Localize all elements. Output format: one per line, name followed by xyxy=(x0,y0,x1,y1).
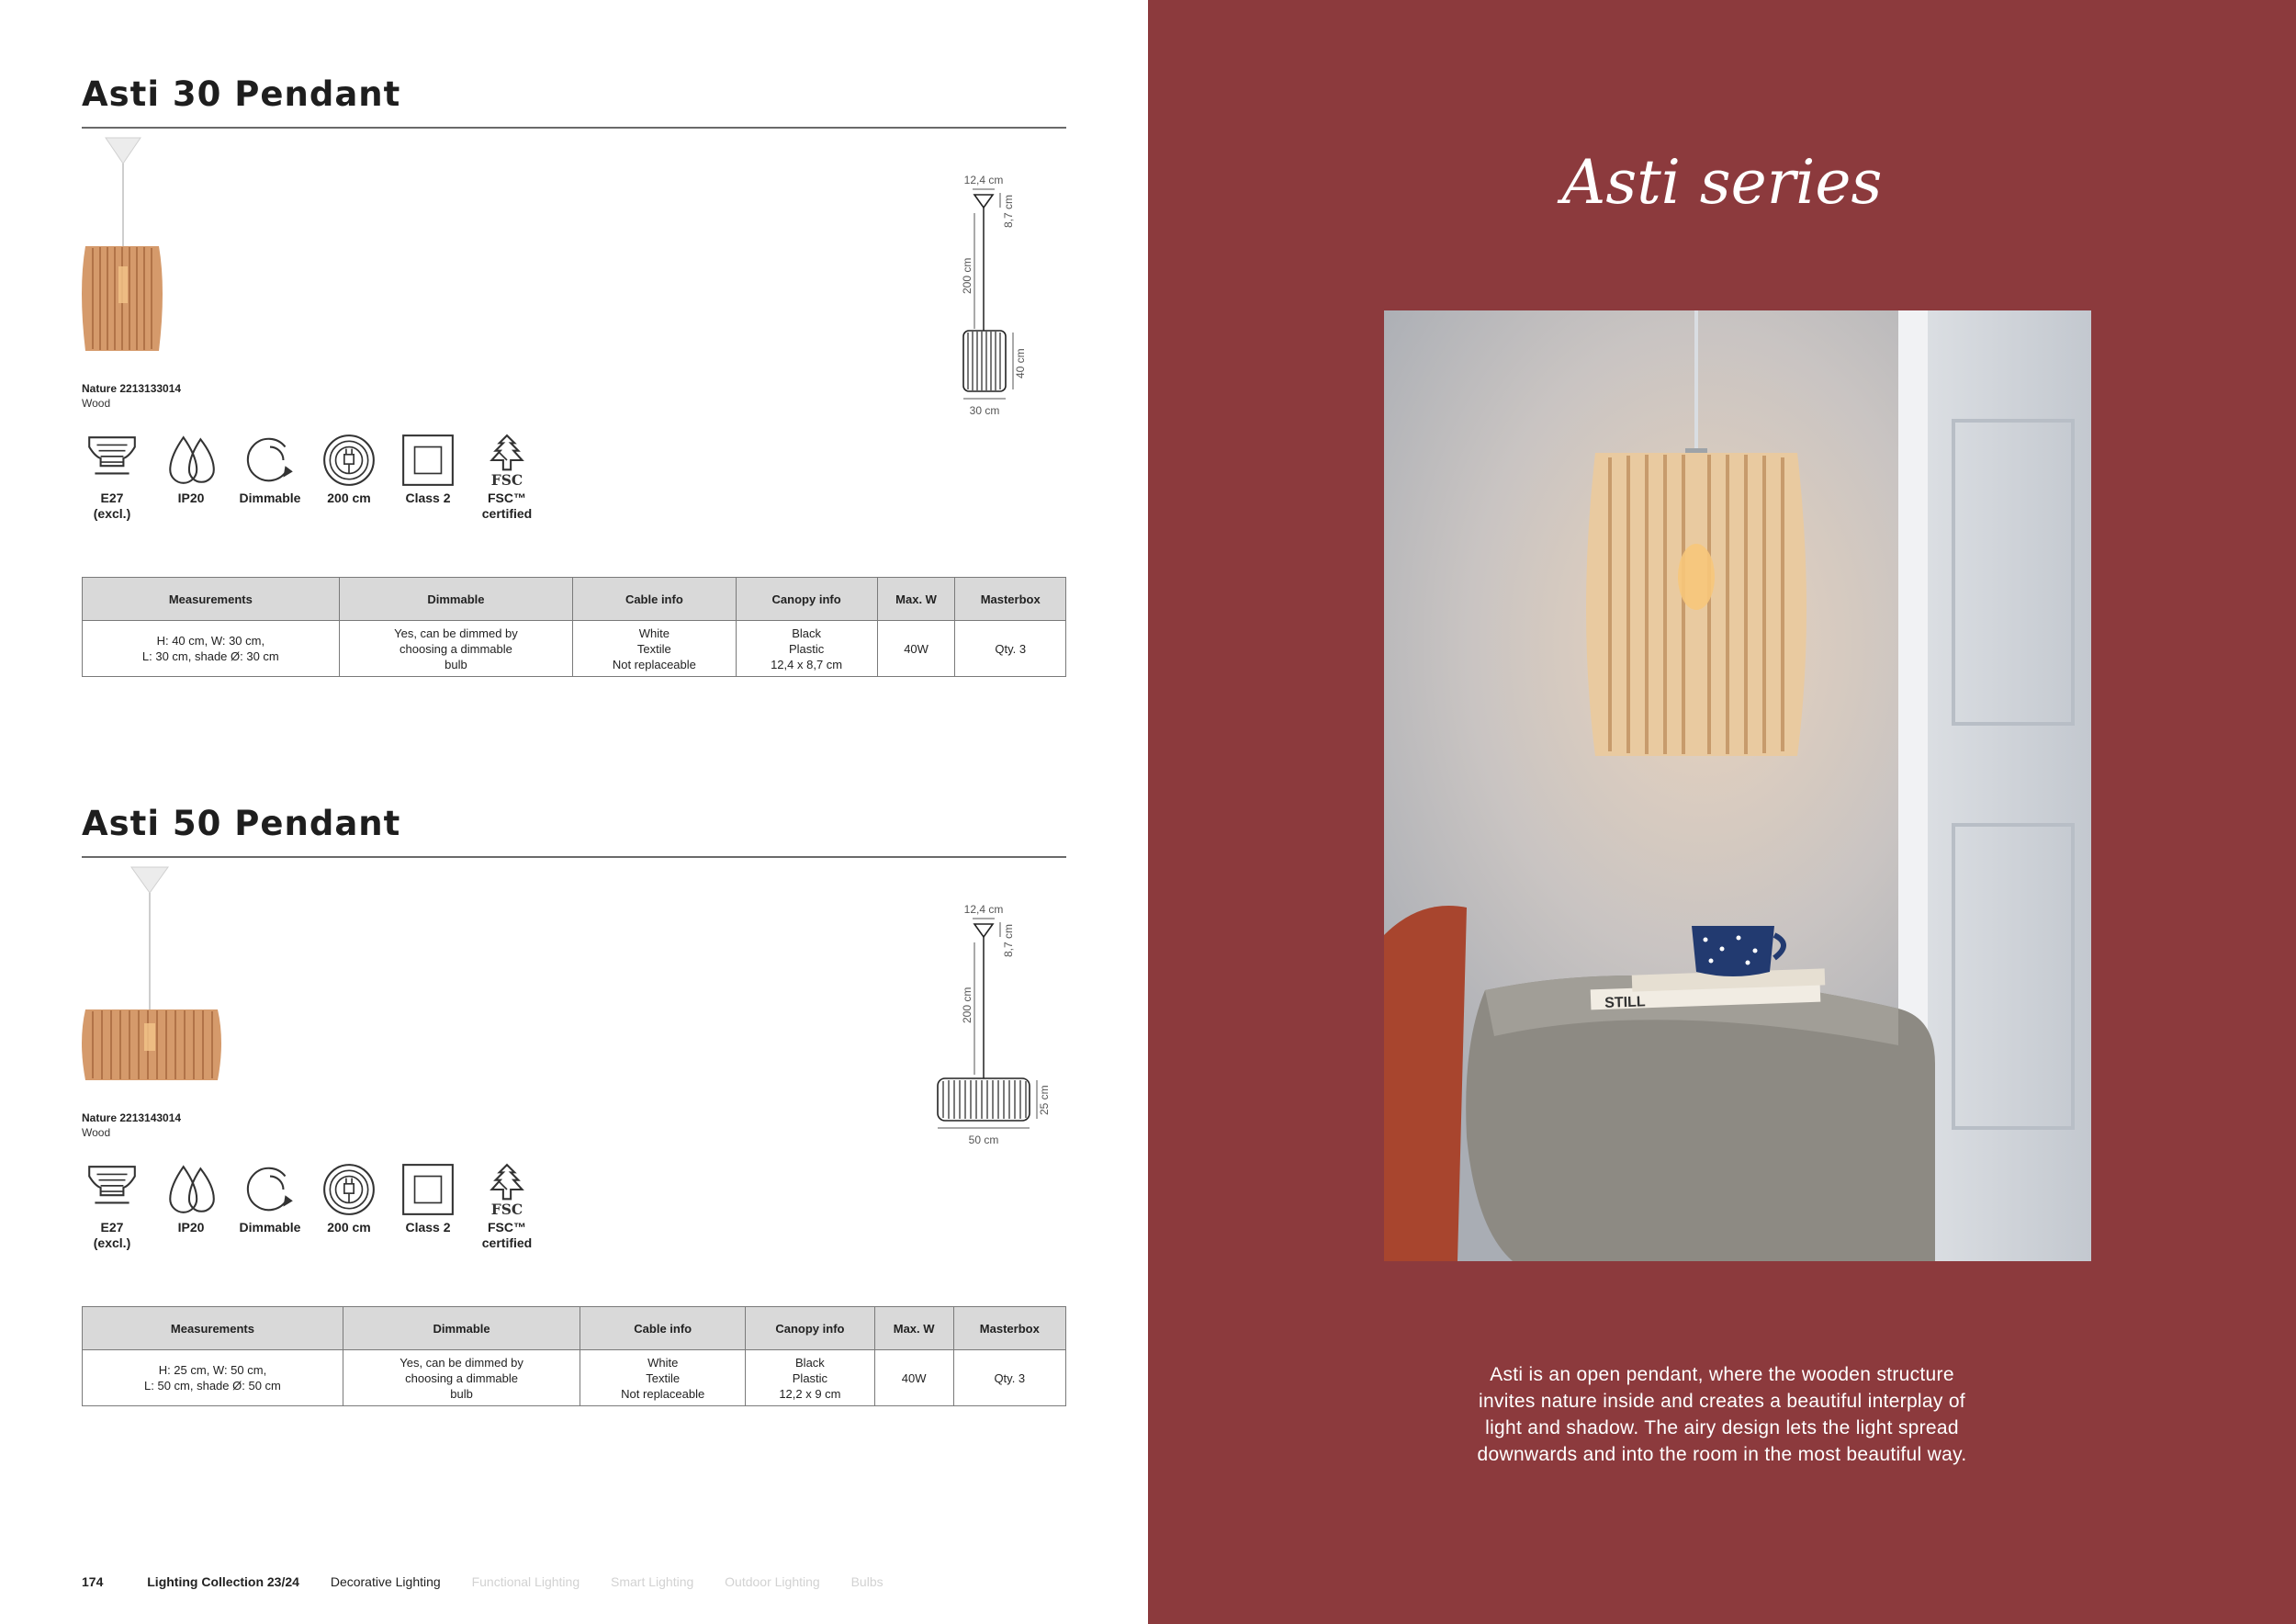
collection-name: Lighting Collection 23/24 xyxy=(147,1574,299,1589)
table-header: Masterbox xyxy=(955,578,1066,621)
product-asti-50 xyxy=(82,801,1066,1401)
cable-length-icon xyxy=(321,432,377,489)
feature-label: IP20 xyxy=(177,491,205,505)
cell-line: 12,4 x 8,7 cm xyxy=(771,657,843,671)
table-cell-measurements xyxy=(83,621,340,677)
feature-label: Dimmable xyxy=(239,491,301,505)
table-header: Masterbox xyxy=(953,1307,1065,1350)
cell-line: Yes, can be dimmed by xyxy=(394,626,518,640)
cell-line: Yes, can be dimmed by xyxy=(400,1355,523,1370)
height-label: 25 cm xyxy=(1038,1085,1051,1115)
fsc-tree-icon xyxy=(478,1161,535,1218)
lifestyle-photo xyxy=(1384,310,2091,1261)
class-2-icon xyxy=(400,1161,456,1218)
product-sku: Nature 2213143014 xyxy=(82,1111,182,1124)
canopy-height-label: 8,7 cm xyxy=(1002,194,1015,228)
cell-line: bulb xyxy=(445,657,467,671)
cell-line: White xyxy=(647,1355,679,1370)
table-cell-cable xyxy=(573,621,736,677)
cell-line: 40W xyxy=(901,1370,927,1385)
cell-line: 40W xyxy=(904,641,929,656)
cell-line: 12,2 x 9 cm xyxy=(779,1386,841,1401)
width-label: 30 cm xyxy=(969,404,1000,417)
product-asti-30 xyxy=(82,72,1066,671)
book-spine-text: STILL xyxy=(1604,994,1646,1011)
asti-50-product-image xyxy=(82,858,265,1097)
feature-fsc xyxy=(470,1161,544,1251)
class-2-icon xyxy=(400,432,456,489)
table-header: Canopy info xyxy=(736,578,877,621)
table-header: Max. W xyxy=(877,578,955,621)
series-title: Asti series xyxy=(1561,147,1883,218)
cell-line: choosing a dimmable xyxy=(405,1370,518,1385)
canopy-width-label: 12,4 cm xyxy=(963,903,1004,916)
feature-label: IP20 xyxy=(177,1220,205,1235)
footer-section-decorative[interactable]: Decorative Lighting xyxy=(330,1574,441,1589)
product-sku: Nature 2213133014 xyxy=(82,382,182,395)
series-panel xyxy=(1148,0,2296,1624)
cell-line: Plastic xyxy=(788,641,825,656)
table-cell-dimmable xyxy=(339,621,573,677)
table-header: Dimmable xyxy=(343,1307,580,1350)
table-cell-masterbox xyxy=(953,1350,1065,1406)
canopy-height-label: 8,7 cm xyxy=(1002,923,1015,957)
feature-e27 xyxy=(75,432,149,522)
table-header: Measurements xyxy=(83,1307,343,1350)
feature-dimmable xyxy=(233,432,307,506)
feature-dimmable xyxy=(233,1161,307,1235)
feature-sublabel: (excl.) xyxy=(93,1235,131,1250)
cell-line: Textile xyxy=(636,641,671,656)
cable-length-icon xyxy=(321,1161,377,1218)
feature-label: 200 cm xyxy=(327,1220,371,1235)
table-header: Cable info xyxy=(573,578,736,621)
cell-line: Not replaceable xyxy=(612,657,696,671)
cable-length-label: 200 cm xyxy=(961,987,974,1023)
footer-section-smart[interactable]: Smart Lighting xyxy=(611,1574,694,1589)
cell-line: Qty. 3 xyxy=(994,1370,1026,1385)
table-cell-measurements xyxy=(83,1350,343,1406)
spec-table xyxy=(82,1306,1066,1406)
height-label: 40 cm xyxy=(1014,348,1027,378)
cell-line: H: 40 cm, W: 30 cm, xyxy=(156,634,265,648)
cell-line: H: 25 cm, W: 50 cm, xyxy=(158,1363,267,1377)
feature-ip20 xyxy=(154,1161,228,1235)
table-header: Cable info xyxy=(580,1307,746,1350)
page-footer xyxy=(82,1574,911,1589)
cell-line: L: 50 cm, shade Ø: 50 cm xyxy=(144,1379,281,1393)
table-header: Dimmable xyxy=(339,578,573,621)
feature-label: Class 2 xyxy=(405,1220,451,1235)
footer-section-functional[interactable]: Functional Lighting xyxy=(471,1574,580,1589)
footer-section-bulbs[interactable]: Bulbs xyxy=(850,1574,884,1589)
feature-label: Dimmable xyxy=(239,1220,301,1235)
cell-line: choosing a dimmable xyxy=(400,641,512,656)
cell-line: L: 30 cm, shade Ø: 30 cm xyxy=(141,649,279,663)
feature-label: E27 xyxy=(100,1220,124,1235)
feature-icons xyxy=(82,1161,596,1262)
feature-sublabel: (excl.) xyxy=(93,506,131,521)
table-cell-cable xyxy=(580,1350,746,1406)
ip20-drops-icon xyxy=(163,432,219,489)
series-description: Asti is an open pendant, where the wooden structure invites nature inside and creates a beautiful interplay of light and shadow. The airy design lets the light spread downwards and into the room in the most beautiful way. xyxy=(1477,1364,1967,1465)
e27-bulb-icon xyxy=(84,1161,141,1218)
cell-line: Black xyxy=(795,1355,825,1370)
feature-label: 200 cm xyxy=(327,491,371,505)
canopy-width-label: 12,4 cm xyxy=(963,174,1004,186)
feature-label: E27 xyxy=(100,491,124,505)
dimmable-icon xyxy=(242,1161,298,1218)
table-cell-max-w xyxy=(874,1350,953,1406)
fsc-logo-text: FSC xyxy=(490,470,523,489)
feature-cable xyxy=(312,432,386,506)
dimension-drawing xyxy=(908,858,1055,1152)
feature-cable xyxy=(312,1161,386,1235)
cell-line: Not replaceable xyxy=(621,1386,705,1401)
e27-bulb-icon xyxy=(84,432,141,489)
feature-class-2 xyxy=(391,1161,465,1235)
table-cell-masterbox xyxy=(955,621,1066,677)
product-material: Wood xyxy=(82,1126,111,1139)
feature-label: FSC™ xyxy=(488,1220,526,1235)
feature-e27 xyxy=(75,1161,149,1251)
page-number: 174 xyxy=(82,1574,104,1589)
width-label: 50 cm xyxy=(968,1133,999,1146)
fsc-tree-icon xyxy=(478,432,535,489)
feature-label: Class 2 xyxy=(405,491,451,505)
cell-line: bulb xyxy=(450,1386,473,1401)
dimension-drawing xyxy=(927,129,1074,423)
table-header: Canopy info xyxy=(746,1307,874,1350)
product-title: Asti 50 Pendant xyxy=(82,804,401,843)
cell-line: Textile xyxy=(646,1370,681,1385)
feature-fsc xyxy=(470,432,544,522)
cell-line: White xyxy=(638,626,670,640)
ip20-drops-icon xyxy=(163,1161,219,1218)
feature-sublabel: certified xyxy=(481,506,533,521)
feature-sublabel: certified xyxy=(481,1235,533,1250)
cable-length-label: 200 cm xyxy=(961,257,974,294)
asti-30-product-image xyxy=(82,129,265,367)
feature-icons xyxy=(82,432,596,533)
product-title: Asti 30 Pendant xyxy=(82,74,401,114)
table-header: Max. W xyxy=(874,1307,953,1350)
spec-table xyxy=(82,577,1066,677)
table-cell-max-w xyxy=(877,621,955,677)
table-cell-dimmable xyxy=(343,1350,580,1406)
table-cell-canopy xyxy=(746,1350,874,1406)
table-cell-canopy xyxy=(736,621,877,677)
table-header: Measurements xyxy=(83,578,340,621)
fsc-logo-text: FSC xyxy=(490,1200,523,1218)
product-material: Wood xyxy=(82,397,111,410)
feature-class-2 xyxy=(391,432,465,506)
cell-line: Black xyxy=(792,626,821,640)
dimmable-icon xyxy=(242,432,298,489)
feature-ip20 xyxy=(154,432,228,506)
footer-section-outdoor[interactable]: Outdoor Lighting xyxy=(725,1574,820,1589)
cell-line: Plastic xyxy=(792,1370,828,1385)
cell-line: Qty. 3 xyxy=(995,641,1027,656)
feature-label: FSC™ xyxy=(488,491,526,505)
